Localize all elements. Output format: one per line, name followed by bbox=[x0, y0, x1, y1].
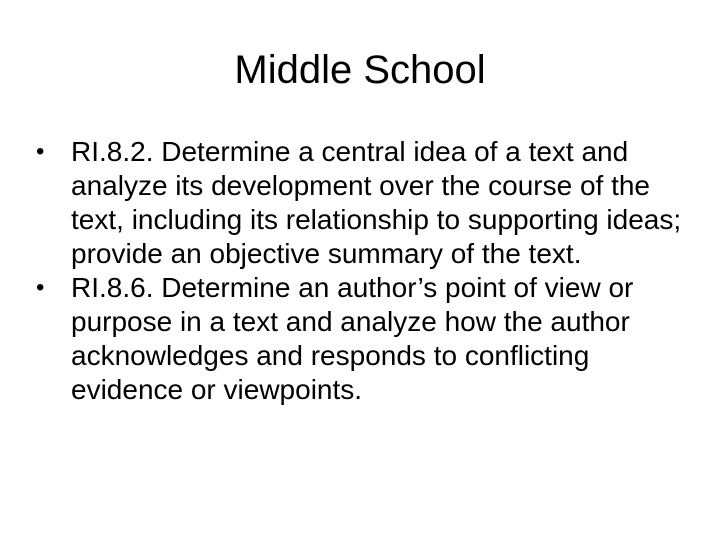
bullet-icon: • bbox=[36, 274, 45, 301]
bullet-icon: • bbox=[36, 138, 45, 165]
bullet-item bbox=[36, 135, 686, 271]
bullet-list bbox=[36, 135, 686, 407]
bullet-item bbox=[36, 271, 686, 407]
bullet-text: RI.8.2. Determine a central idea of a text and analyze its development over the course of the text, including its relationship to supporting ideas; provide an objective summary of the text. bbox=[71, 136, 682, 269]
bullet-text: RI.8.6. Determine an author’s point of view or purpose in a text and analyze how the author acknowledges and responds to conflicting evidence or viewpoints. bbox=[71, 272, 634, 405]
slide-title: Middle School bbox=[234, 48, 486, 92]
